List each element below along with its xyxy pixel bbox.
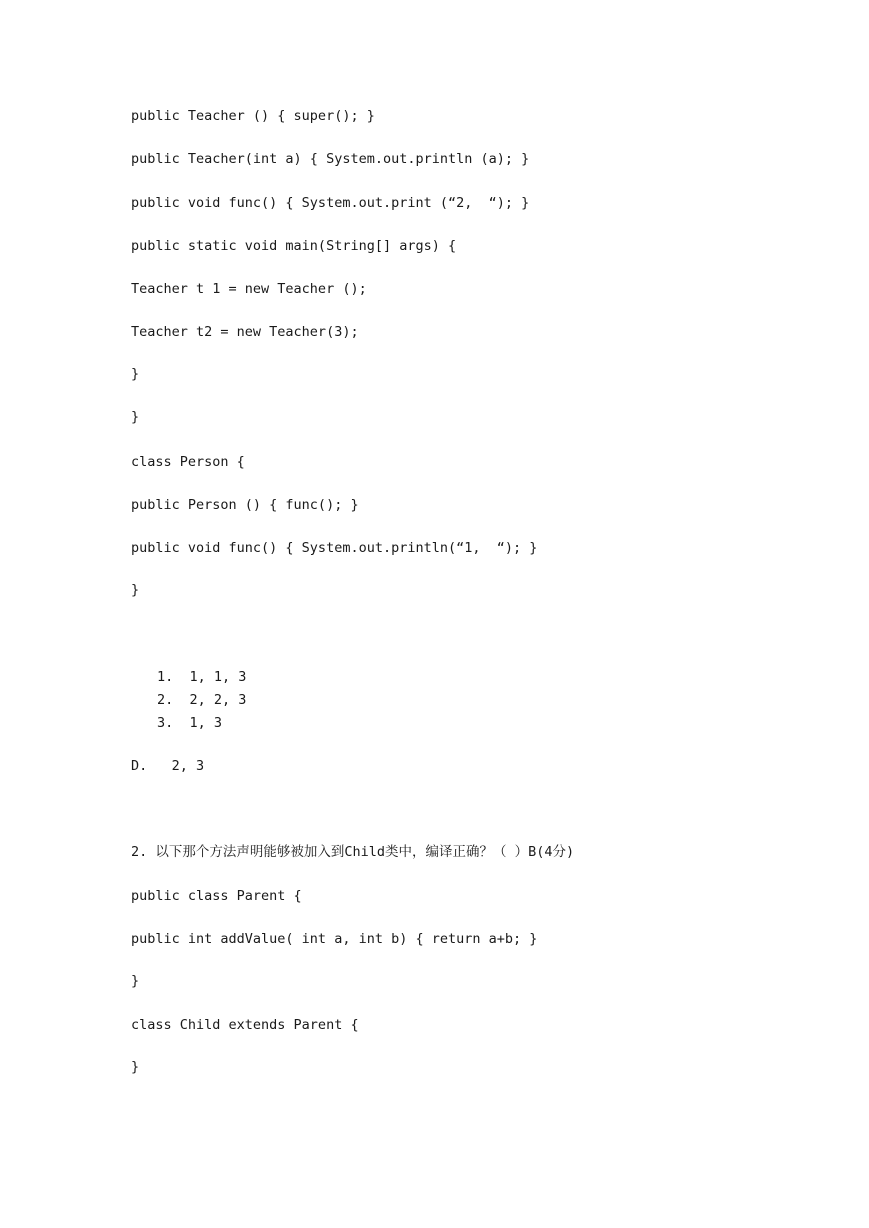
code-line: public Teacher () { super(); } (131, 108, 375, 124)
code-line: public void func() { System.out.print (“2, “); } (131, 195, 530, 211)
code-line: } (131, 1059, 140, 1075)
code-line: public Person () { func(); } (131, 497, 359, 513)
code-line: Teacher t 1 = new Teacher (); (131, 281, 367, 297)
code-line: public static void main(String[] args) { (131, 238, 457, 254)
code-line: public class Parent { (131, 888, 302, 904)
answer-option-b: 2. 2, 2, 3 (157, 692, 247, 708)
code-line: } (131, 582, 140, 598)
answer-option-c: 3. 1, 3 (157, 715, 223, 731)
code-line: Teacher t2 = new Teacher(3); (131, 324, 359, 340)
code-line: public void func() { System.out.println(“1, “); } (131, 540, 538, 556)
answer-option-a: 1. 1, 1, 3 (157, 669, 247, 685)
code-line: public int addValue( int a, int b) { return a+b; } (131, 931, 538, 947)
code-line: class Child extends Parent { (131, 1017, 359, 1033)
answer-option-d: D. 2, 3 (131, 758, 205, 774)
code-line: class Person { (131, 454, 245, 470)
code-line: public Teacher(int a) { System.out.println (a); } (131, 151, 530, 167)
code-line: } (131, 973, 140, 989)
code-line: } (131, 366, 140, 382)
question-2-text: 2. 以下那个方法声明能够被加入到Child类中，编译正确？（ ）B(4分) (131, 844, 575, 860)
code-line: } (131, 409, 140, 425)
